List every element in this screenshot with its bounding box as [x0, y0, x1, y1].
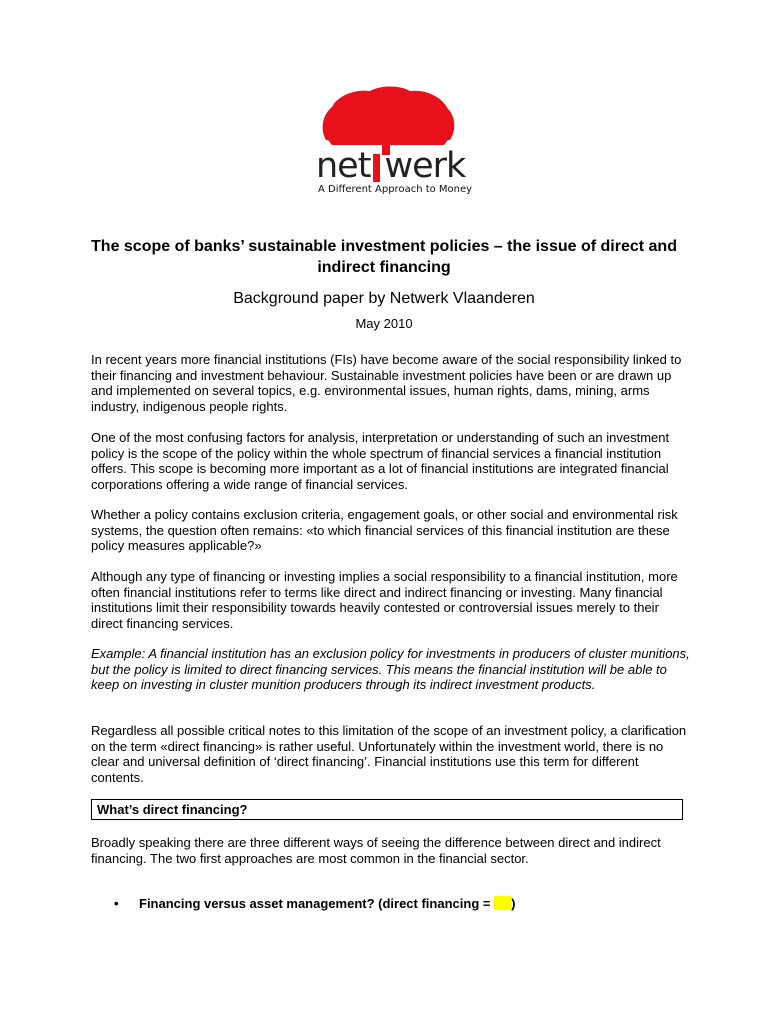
highlight-marker — [494, 896, 511, 910]
logo-wordmark: net werk — [316, 146, 466, 186]
section-heading-box — [91, 799, 683, 820]
document-date: May 2010 — [355, 316, 413, 331]
section-paragraph: Broadly speaking there are three different ways of seeing the difference between direct and indirect financing. The two first approaches are most common in the financial sector. — [91, 835, 661, 866]
paragraph-1: In recent years more financial institutions (FIs) have become aware of the social responsibility linked to their financing and investment behaviour. Sustainable investment policies have been or are drawn up and implemented on several topics, e.g. environmental issues, human rights, dams, mining, arms industry, indigenous people rights. — [91, 352, 682, 414]
paragraph-3: Whether a policy contains exclusion criteria, engagement goals, or other social and environmental risk systems, the question often remains: «to which financial services of this financial institution are these policy measures applicable?» — [91, 507, 678, 554]
paragraph-4: Although any type of financing or investing implies a social responsibility to a financial institution, more often financial institutions refer to terms like direct and indirect financing or investing. Many financial institutions limit their responsibility towards heavily contested or controversial issues merely to their direct financing services. — [91, 569, 678, 631]
bullet-symbol: • — [114, 896, 119, 911]
section-heading: What’s direct financing? — [97, 802, 248, 817]
paragraph-2: One of the most confusing factors for analysis, interpretation or understanding of such an investment policy is the scope of the policy within the whole spectrum of financial services a financial institution offers. This scope is becoming more important as a lot of financial institutions are integrated financial corporations offering a wide range of financial services. — [91, 430, 670, 492]
tree-logo-icon — [318, 85, 458, 155]
document-subtitle: Background paper by Netwerk Vlaanderen — [233, 290, 535, 307]
paragraph-6: Regardless all possible critical notes to this limitation of the scope of an investment policy, a clarification on the term «direct financing» is rather useful. Unfortunately within the investment world, there is no clear and universal definition of ‘direct financing’. Financial institutions use this term for different contents. — [91, 723, 687, 785]
logo-trunk — [373, 154, 380, 182]
logo-tagline: A Different Approach to Money — [318, 184, 473, 195]
example-paragraph: Example: A financial institution has an exclusion policy for investments in producers of cluster munitions, but the policy is limited to direct financing services. This means the financial institution will be able to keep on investing in cluster munition producers through its indirect investment products. — [91, 646, 690, 693]
bullet-item — [139, 896, 515, 911]
bullet-text-end: ) — [511, 896, 516, 911]
bullet-text: Financing versus asset management? (direct financing = — [139, 896, 495, 911]
document-title: The scope of banks’ sustainable investment policies – the issue of direct and indirect financing — [91, 238, 677, 276]
